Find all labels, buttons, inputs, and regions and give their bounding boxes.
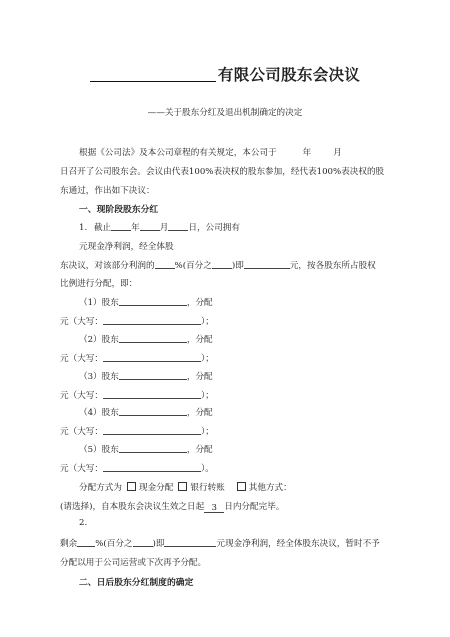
- amount-words-blank: [103, 315, 201, 325]
- shareholder-name-blank: [119, 370, 187, 380]
- shareholder-name-blank: [119, 296, 187, 306]
- shareholder-1-line-1: （1）股东 ，分配: [79, 298, 213, 308]
- remaining-amount-blank: [164, 537, 216, 547]
- remaining-percent-blank: [77, 537, 95, 547]
- item-1-line-1: 1. 截止 年 月 日，公司拥有: [79, 223, 240, 233]
- cash-checkbox[interactable]: [127, 482, 136, 491]
- shareholder-5-line-2: 元（大写： ）。: [60, 464, 214, 474]
- percent-blank: [155, 259, 175, 269]
- shareholder-2-line-2: 元（大写： ）；: [60, 354, 214, 364]
- amount-words-blank: [103, 352, 201, 362]
- shareholder-4-line-2: 元（大写： ）；: [60, 427, 214, 437]
- item-2-line-2: 分配以用于公司运营或下次再予分配。: [60, 558, 207, 568]
- shareholder-name-blank: [119, 406, 187, 416]
- year-blank: [111, 221, 131, 231]
- shareholder-4-line-1: （4）股东 ，分配: [79, 408, 213, 418]
- amount-words-blank: [103, 462, 201, 472]
- item-1-line-2: 元现金净利润，经全体股: [79, 242, 174, 252]
- intro-line-3: 东通过，作出如下决议：: [60, 186, 155, 196]
- intro-line-1: 根据《公司法》及本公司章程的有关规定，本公司于 年 月: [79, 148, 342, 158]
- amount-blank: [244, 259, 290, 269]
- shareholder-3-line-2: 元（大写： ）；: [60, 391, 214, 401]
- day-blank: [168, 221, 188, 231]
- item-1-line-3: 东决议，对该部分利润的 %(百分之 )即 元，按各股东所占股权: [60, 261, 376, 271]
- days-value: 3: [204, 503, 224, 513]
- section-2-heading: 二、日后股东分红制度的确定: [79, 578, 194, 588]
- section-1-heading: 一、现阶段股东分红: [79, 205, 159, 215]
- amount-words-blank: [103, 425, 201, 435]
- document-title: [0, 63, 450, 85]
- distribution-method-line: 分配方式为 现金分配 银行转账 其他方式：: [79, 483, 292, 493]
- shareholder-name-blank: [119, 333, 187, 343]
- item-2-line-1: 剩余 %(百分之 )即 元现金净利润，经全体股东决议，暂时不予: [60, 539, 380, 549]
- shareholder-2-line-1: （2）股东 ，分配: [79, 335, 213, 345]
- shareholder-5-line-1: （5）股东 ，分配: [79, 445, 213, 455]
- amount-words-blank: [103, 389, 201, 399]
- distribution-deadline-line: (请选择)，自本股东会决议生效之日起 3 日内分配完毕。: [60, 502, 285, 513]
- document-subtitle: ——关于股东分红及退出机制确定的决定: [147, 108, 303, 118]
- intro-line-2: 日召开了公司股东会。会议由代表100%表决权的股东参加，经代表100%表决权的股: [60, 167, 385, 177]
- remaining-percent-chinese-blank: [133, 537, 153, 547]
- shareholder-3-line-1: （3）股东 ，分配: [79, 372, 213, 382]
- bank-transfer-checkbox[interactable]: [178, 482, 187, 491]
- item-2-number: 2.: [79, 518, 88, 528]
- shareholder-1-line-2: 元（大写： ）；: [60, 317, 214, 327]
- percent-chinese-blank: [212, 259, 232, 269]
- other-method-checkbox[interactable]: [237, 482, 246, 491]
- month-blank: [140, 221, 160, 231]
- company-name-blank: [90, 67, 216, 82]
- shareholder-name-blank: [119, 443, 187, 453]
- title-text: 有限公司股东会决议: [217, 66, 361, 84]
- item-1-line-4: 比例进行分配，即：: [60, 279, 138, 289]
